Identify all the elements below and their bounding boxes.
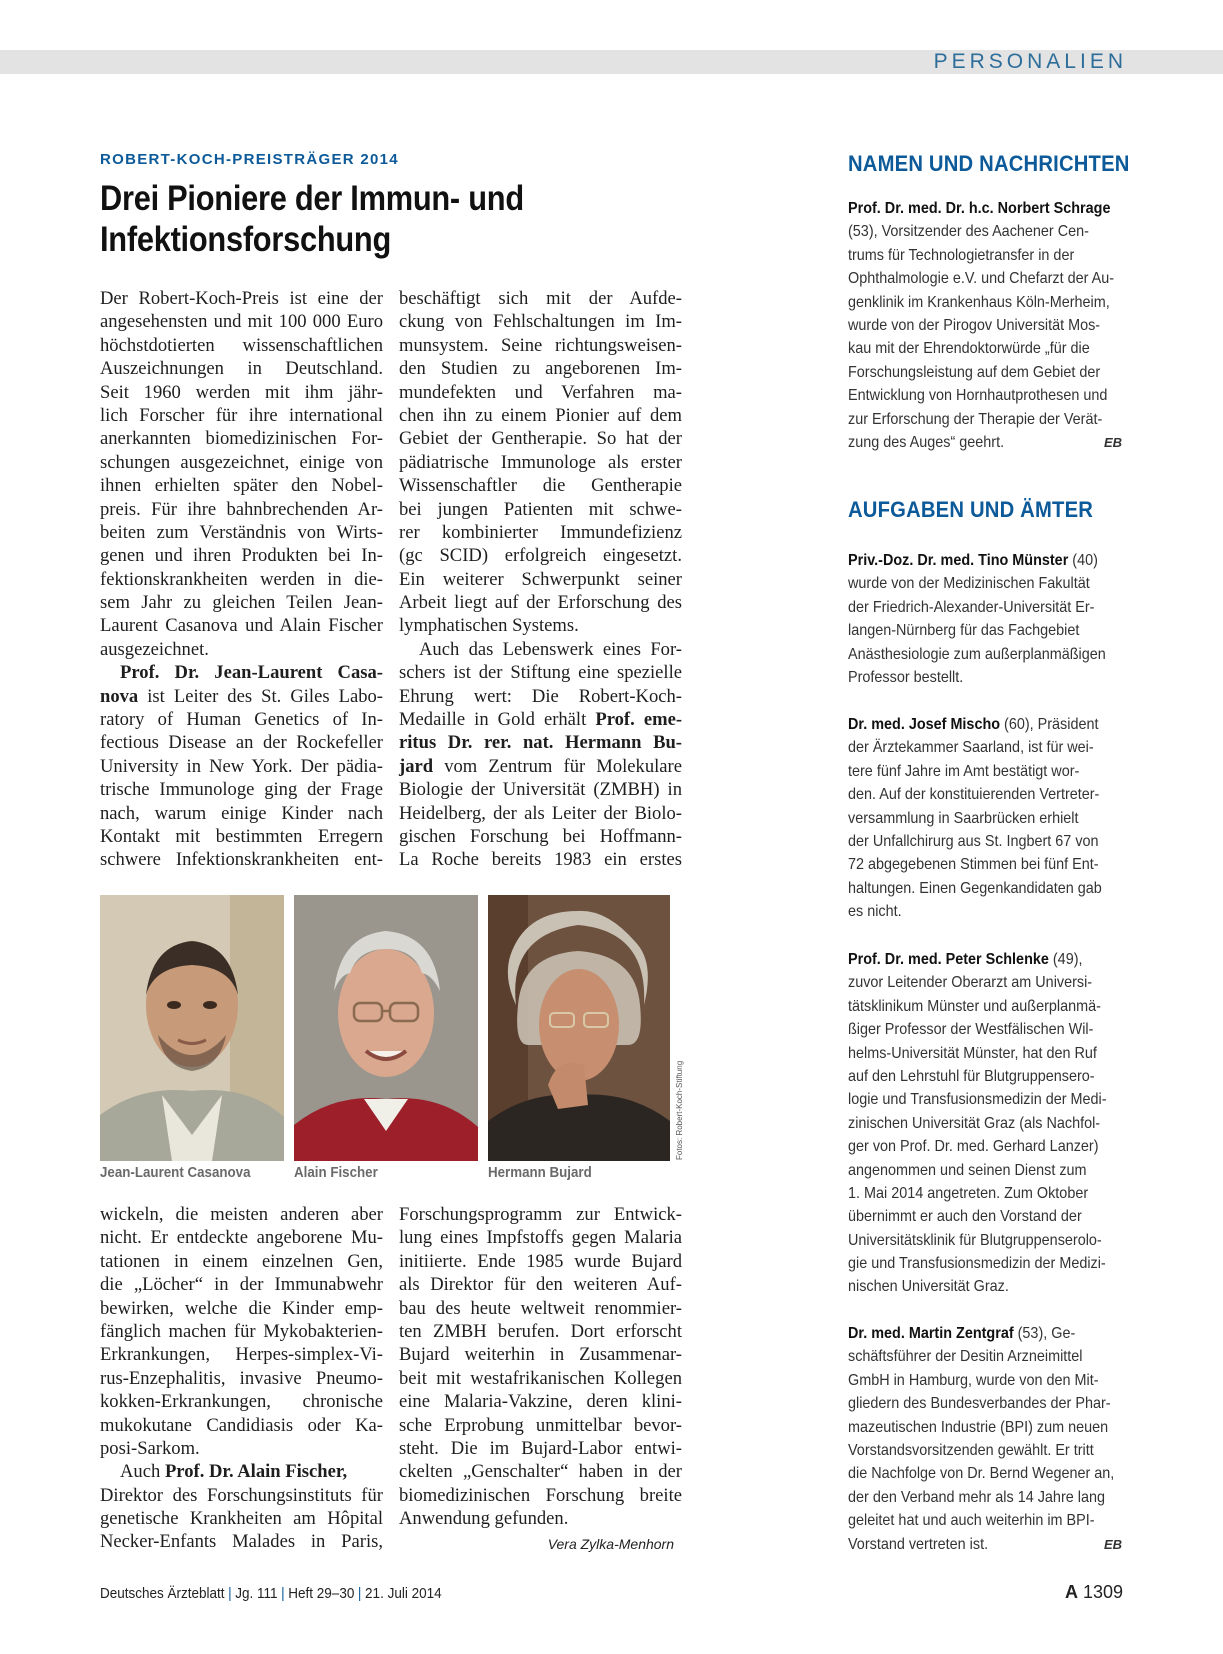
sidebar-item-name: [848, 1322, 1095, 1345]
text-line: Gebiet der Gentherapie. So hat der: [399, 428, 682, 450]
text-line: munsystem. Seine richtungsweisen-: [399, 334, 682, 356]
text-line: übernimmt er auch den Vorstand der: [848, 1208, 1082, 1226]
text-line: mundefekten und Verfahren ma-: [399, 381, 682, 403]
sidebar-heading-tasks-offices: AUFGABEN UND ÄMTER: [848, 497, 1094, 522]
text-line: chen ihn zu einem Pionier auf dem: [399, 404, 682, 426]
page-prefix: A: [1064, 1582, 1078, 1602]
medal-text: Medaille in Gold erhält: [399, 709, 596, 731]
sidebar-item-name: [848, 549, 1098, 572]
text-line: Heidelberg, der als Leiter der Biolo-: [399, 802, 682, 824]
text-line: logie und Transfusionsmedizin der Medi-: [848, 1091, 1107, 1109]
footer-separator: |: [281, 1585, 285, 1602]
text-line: schäftsführer der Desitin Arzneimittel: [848, 1348, 1083, 1366]
page-number-value: 1309: [1082, 1582, 1123, 1602]
text-line: beit mit westafrikanischen Kollegen: [399, 1367, 682, 1389]
text-line: schwere Infektionskrankheiten ent-: [100, 849, 383, 871]
casanova-role-text: ist Leiter des St. Giles Labo-: [138, 685, 383, 707]
text-line: ratory of Human Genetics of In-: [100, 709, 383, 731]
text-line: wickeln, die meisten anderen aber: [100, 1204, 383, 1225]
text-line: wurde von der Medizinischen Fakultät: [848, 575, 1090, 593]
text-line: initiierte. Ende 1985 wurde Bujard: [399, 1250, 682, 1272]
text-line: kau mit der Ehrendoktorwürde „für die: [848, 340, 1090, 358]
sidebar-heading-names-news: NAMEN UND NACHRICHTEN: [848, 151, 1130, 176]
caption-fischer: Alain Fischer: [294, 1165, 378, 1181]
text-line: Entwicklung von Hornhautprothesen und: [848, 387, 1108, 405]
text-line: auf den Lehrstuhl für Blutgruppensero-: [848, 1067, 1095, 1085]
text-line: bei jungen Patienten mit schwe-: [399, 498, 682, 520]
text-line: 72 abgegebenen Stimmen bei fünf Ent-: [848, 856, 1099, 874]
article-column-2-bottom: [399, 1203, 682, 1530]
text-line: gischen Forschung bei Hoffmann-: [399, 825, 682, 847]
text-line: La Roche bereits 1983 ein erstes: [399, 849, 682, 871]
text-line: die Nachfolge von Dr. Bernd Wegener an,: [848, 1465, 1115, 1483]
text-line: rus-Enzephalitis, invasive Pneumo-: [100, 1367, 383, 1389]
col1-top-lines: [100, 287, 383, 661]
muenster-text: [848, 572, 1122, 689]
text-line: Erkrankungen, Herpes-simplex-Vi-: [100, 1344, 383, 1366]
sidebar-item-name: [848, 197, 1111, 220]
zentgraf-name: Dr. med. Martin Zentgraf: [848, 1325, 1014, 1342]
caption-casanova: Jean-Laurent Casanova: [100, 1165, 251, 1181]
page-number: [1065, 1582, 1123, 1603]
text-line: ihnen erhielten später den Nobel-: [100, 475, 383, 497]
schlenke-age: (49),: [1048, 951, 1083, 968]
text-line: Forschungsleistung auf dem Gebiet der: [848, 363, 1101, 381]
eb-signature: EB: [1103, 1536, 1122, 1552]
text-line: Arbeit liegt auf der Erforschung des: [399, 592, 682, 614]
bujard-name-part2: ritus Dr. rer. nat. Hermann Bu-: [399, 732, 682, 754]
text-line: genetische Krankheiten am Hôpital: [100, 1508, 383, 1530]
text-line: nischen Universität Graz.: [848, 1278, 1009, 1296]
text-line: bau des heute weltweit renommier-: [399, 1297, 682, 1319]
col2-p2-line-4: [399, 708, 682, 731]
text-line: 1. Mai 2014 angetreten. Zum Oktober: [848, 1184, 1089, 1202]
text-line: haltungen. Einen Gegenkandidaten gab: [848, 879, 1102, 897]
text-line: der Friedrich-Alexander-Universität Er-: [848, 598, 1095, 616]
journal-name: Deutsches Ärzteblatt: [100, 1585, 225, 1602]
zentgraf-age: (53), Ge-: [1013, 1325, 1076, 1342]
text-line: tätsklinikum Münster und außerplanmä-: [848, 997, 1101, 1015]
text-line: trums für Technologietransfer in der: [848, 246, 1075, 264]
muenster-age: (40): [1068, 552, 1098, 569]
text-line: ßiger Professor der Westfälischen Wil-: [848, 1021, 1094, 1039]
article-headline: [100, 178, 593, 260]
sidebar-item-name: [848, 713, 1099, 736]
text-line: gliedern des Bundesverbandes der Phar-: [848, 1395, 1111, 1413]
text-line: zinischen Universität Graz (als Nachfol-: [848, 1114, 1101, 1132]
zentgraf-text: [848, 1345, 1122, 1556]
text-line: (gc SCID) erfolgreich eingesetzt.: [399, 545, 682, 567]
text-line: Bujard weiterhin in Zusammenar-: [399, 1344, 682, 1366]
text-line: den Studien zu angeborenen Im-: [399, 358, 682, 380]
text-line: als Direktor für den weiteren Auf-: [399, 1274, 682, 1296]
mischo-name: Dr. med. Josef Mischo: [848, 716, 1001, 733]
text-line: GmbH in Hamburg, wurde von den Mit-: [848, 1371, 1099, 1389]
text-line: es nicht.: [848, 903, 902, 921]
text-line: ten ZMBH berufen. Dort erforscht: [399, 1320, 682, 1342]
sidebar-item-zentgraf: [848, 1322, 1122, 1556]
text-line: beiten zum Verständnis von Wirts-: [100, 521, 383, 543]
text-line: steht. Die im Bujard-Labor entwi-: [399, 1437, 682, 1459]
headline-line-1: Drei Pioniere der Immun- und: [100, 179, 524, 218]
portrait-fischer-image: [294, 895, 478, 1161]
text-line: langen-Nürnberg für das Fachgebiet: [848, 622, 1080, 640]
journal-issue: Heft 29–30: [288, 1585, 355, 1602]
photo-alain-fischer: [294, 895, 478, 1161]
section-label: PERSONALIEN: [933, 50, 1127, 73]
text-line: kokken-Erkrankungen, chronische: [100, 1391, 383, 1413]
sidebar-item-schlenke: [848, 948, 1122, 1299]
text-line: nach, warum einige Kinder nach: [100, 802, 383, 824]
col2-p2-line-1: Auch das Lebenswerk eines For-: [419, 638, 682, 660]
portrait-casanova-image: [100, 895, 284, 1161]
text-line: nicht. Er entdeckte angeborene Mu-: [100, 1227, 383, 1249]
text-line: bewirken, welche die Kinder emp-: [100, 1297, 383, 1319]
sidebar-item-mischo: [848, 713, 1122, 924]
text-line: rer kombinierter Immundefizienz: [399, 521, 682, 543]
text-line: Wissenschaftler die Gentherapie: [399, 475, 682, 497]
text-line: Der Robert-Koch-Preis ist eine der: [100, 288, 383, 309]
col2-top-lines: [399, 287, 682, 638]
casanova-name-part1: Prof. Dr. Jean-Laurent Casa-: [120, 662, 383, 684]
text-line: biomedizinischen Forschung breite: [399, 1484, 682, 1506]
portrait-bujard-image: [488, 895, 670, 1161]
text-line: die „Löcher“ in der Immunabwehr: [100, 1274, 383, 1296]
text-line: Vorstand vertreten ist.: [848, 1535, 989, 1553]
text-line: angenommen und seinen Dienst zum: [848, 1161, 1087, 1179]
text-line: beschäftigt sich mit der Aufde-: [399, 288, 682, 309]
journal-date: 21. Juli 2014: [365, 1585, 442, 1602]
headline-line-2: Infektionsforschung: [100, 220, 392, 259]
text-line: lich Forscher für ihre international: [100, 404, 383, 426]
fischer-intro: Auch: [120, 1461, 165, 1483]
col1-top-lines-b: [100, 708, 383, 872]
photo-credit: Fotos: Robert-Koch-Stiftung: [675, 1060, 684, 1160]
text-line: pädiatrische Immunologe als erster: [399, 451, 682, 473]
sidebar-item-schrage: [848, 197, 1122, 454]
text-line: Anwendung gefunden.: [399, 1508, 569, 1530]
text-line: fectious Disease an der Rockefeller: [100, 732, 383, 754]
text-line: sche Erprobung unmittelbar bevor-: [399, 1414, 682, 1436]
article-column-1-top: [100, 287, 383, 872]
text-line: University in New York. Der pädia-: [100, 755, 383, 777]
text-line: Direktor des Forschungsinstituts für: [100, 1484, 383, 1506]
zmbh-text: vom Zentrum für Molekulare: [433, 755, 682, 777]
fischer-name: Prof. Dr. Alain Fischer,: [164, 1461, 348, 1483]
col2-p2-line-2: schers ist der Stiftung eine spezielle: [399, 662, 682, 684]
text-line: genen und ihren Produkten bei In-: [100, 545, 383, 567]
col1-casanova-line-2: [100, 685, 383, 708]
bujard-name-part3: jard: [399, 755, 434, 777]
text-line: Biologie der Universität (ZMBH) in: [399, 779, 682, 801]
text-line: tere fünf Jahre im Amt bestätigt wor-: [848, 762, 1080, 780]
text-line: zur Erforschung der Therapie der Verät-: [848, 410, 1103, 428]
text-line: Laurent Casanova und Alain Fischer: [100, 615, 383, 637]
text-line: Kontakt mit bestimmten Erregern: [100, 825, 383, 847]
text-line: Forschungsprogramm zur Entwick-: [399, 1204, 682, 1225]
mischo-age: (60), Präsident: [1000, 716, 1099, 733]
text-line: wurde von der Pirogov Universität Mos-: [848, 316, 1101, 334]
text-line: versammlung in Saarbrücken erhielt: [848, 809, 1079, 827]
text-line: Ein weiterer Schwerpunkt seiner: [399, 568, 682, 590]
text-line: Ophthalmologie e.V. und Chefarzt der Au-: [848, 270, 1115, 288]
text-line: tationen in einem einzelnen Gen,: [100, 1250, 383, 1272]
text-line: genklinik im Krankenhaus Köln-Merheim,: [848, 293, 1110, 311]
text-line: mukokutane Candidiasis oder Ka-: [100, 1414, 383, 1436]
photo-hermann-bujard: [488, 895, 670, 1161]
text-line: sem Jahr zu gleichen Teilen Jean-: [100, 592, 383, 614]
text-line: lymphatischen Systems.: [399, 615, 579, 637]
text-line: Seit 1960 werden mit ihm jähr-: [100, 381, 383, 403]
col2-p2-line-3: Ehrung wert: Die Robert-Koch-: [399, 685, 682, 707]
schlenke-name: Prof. Dr. med. Peter Schlenke: [848, 951, 1049, 968]
text-line: mazeutischen Industrie (BPI) zum neuen: [848, 1418, 1109, 1436]
col1-bottom-lines: [100, 1203, 383, 1460]
col2-p2-line-5: [399, 731, 682, 754]
muenster-name: Priv.-Doz. Dr. med. Tino Münster: [848, 552, 1069, 569]
mischo-text: [848, 736, 1122, 923]
text-line: lung eines Impfstoffs gegen Malaria: [399, 1227, 682, 1249]
text-line: geleitet hat und auch weiterhin im BPI-: [848, 1512, 1095, 1530]
text-line: zuvor Leitender Oberarzt am Universi-: [848, 974, 1093, 992]
text-line: der Unfallchirurg aus St. Ingbert 67 von: [848, 832, 1099, 850]
text-line: zung des Auges“ geehrt.: [848, 433, 1005, 451]
schrage-name: Prof. Dr. med. Dr. h.c. Norbert Schrage: [848, 200, 1111, 217]
text-line: (53), Vorsitzender des Aachener Cen-: [848, 223, 1089, 241]
article-column-2-top: [399, 287, 682, 872]
text-line: eine Malaria-Vakzine, deren klini-: [399, 1391, 682, 1413]
footer-separator: |: [357, 1585, 362, 1602]
text-line: ckung von Fehlschaltungen im Im-: [399, 311, 682, 333]
col2-top-lines-b: [399, 778, 682, 872]
col1-bottom-lines-b: [100, 1484, 383, 1554]
text-line: preis. Für ihre bahnbrechenden Ar-: [100, 498, 383, 520]
text-line: der den Verband mehr als 14 Jahre lang: [848, 1488, 1105, 1506]
text-line: angesehensten und mit 100 000 Euro: [100, 311, 383, 333]
text-line: fänglich machen für Mykobakterien-: [100, 1320, 383, 1342]
text-line: Anästhesiologie zum außerplanmäßigen: [848, 645, 1106, 663]
text-line: ausgezeichnet.: [100, 638, 209, 660]
text-line: der Ärztekammer Saarland, ist für wei-: [848, 739, 1094, 757]
text-line: ger von Prof. Dr. med. Gerhard Lanzer): [848, 1138, 1099, 1156]
text-line: Professor bestellt.: [848, 668, 964, 686]
journal-volume: Jg. 111: [235, 1585, 278, 1602]
text-line: den. Auf der konstituierenden Vertreter-: [848, 786, 1100, 804]
eb-signature: EB: [1103, 434, 1122, 450]
col1-casanova-line: [100, 661, 383, 684]
text-line: fektionskrankheiten werden in die-: [100, 568, 383, 590]
casanova-name-part2: nova: [100, 685, 139, 707]
col1-fischer-line: [100, 1460, 383, 1483]
text-line: Vorstandsvorsitzenden gewählt. Er tritt: [848, 1441, 1094, 1459]
text-line: Auszeichnungen in Deutschland.: [100, 358, 383, 380]
article-author: Vera Zylka-Menhorn: [547, 1536, 674, 1552]
article-kicker: ROBERT-KOCH-PREISTRÄGER 2014: [100, 151, 399, 168]
text-line: höchstdotierten wissenschaftlichen: [100, 334, 383, 356]
text-line: ckelten „Genschalter“ haben in der: [399, 1461, 682, 1483]
text-line: posi-Sarkom.: [100, 1437, 200, 1459]
text-line: anerkannten biomedizinischen For-: [100, 428, 383, 450]
text-line: helms-Universität Münster, hat den Ruf: [848, 1044, 1097, 1062]
sidebar-item-name: [848, 948, 1095, 971]
text-line: trische Immunologe ging der Frage: [100, 779, 383, 801]
col2-p2-line-6: [399, 755, 682, 778]
footer-separator: |: [228, 1585, 232, 1602]
photo-jean-laurent-casanova: [100, 895, 284, 1161]
text-line: Universitätsklinik für Blutgruppenserolo-: [848, 1231, 1102, 1249]
bujard-name-part1: Prof. eme-: [595, 709, 683, 731]
col2-bottom-lines: [399, 1203, 682, 1530]
text-line: gie und Transfusionsmedizin der Medizi-: [848, 1255, 1106, 1273]
caption-bujard: Hermann Bujard: [488, 1165, 592, 1181]
sidebar-item-muenster: [848, 549, 1122, 689]
article-column-1-bottom: [100, 1203, 383, 1554]
schlenke-text: [848, 971, 1122, 1298]
schrage-text: [848, 220, 1122, 454]
text-line: Necker-Enfants Malades in Paris,: [100, 1531, 383, 1553]
text-line: schungen ausgezeichnet, einige von: [100, 451, 383, 473]
page-footer: [100, 1585, 442, 1602]
